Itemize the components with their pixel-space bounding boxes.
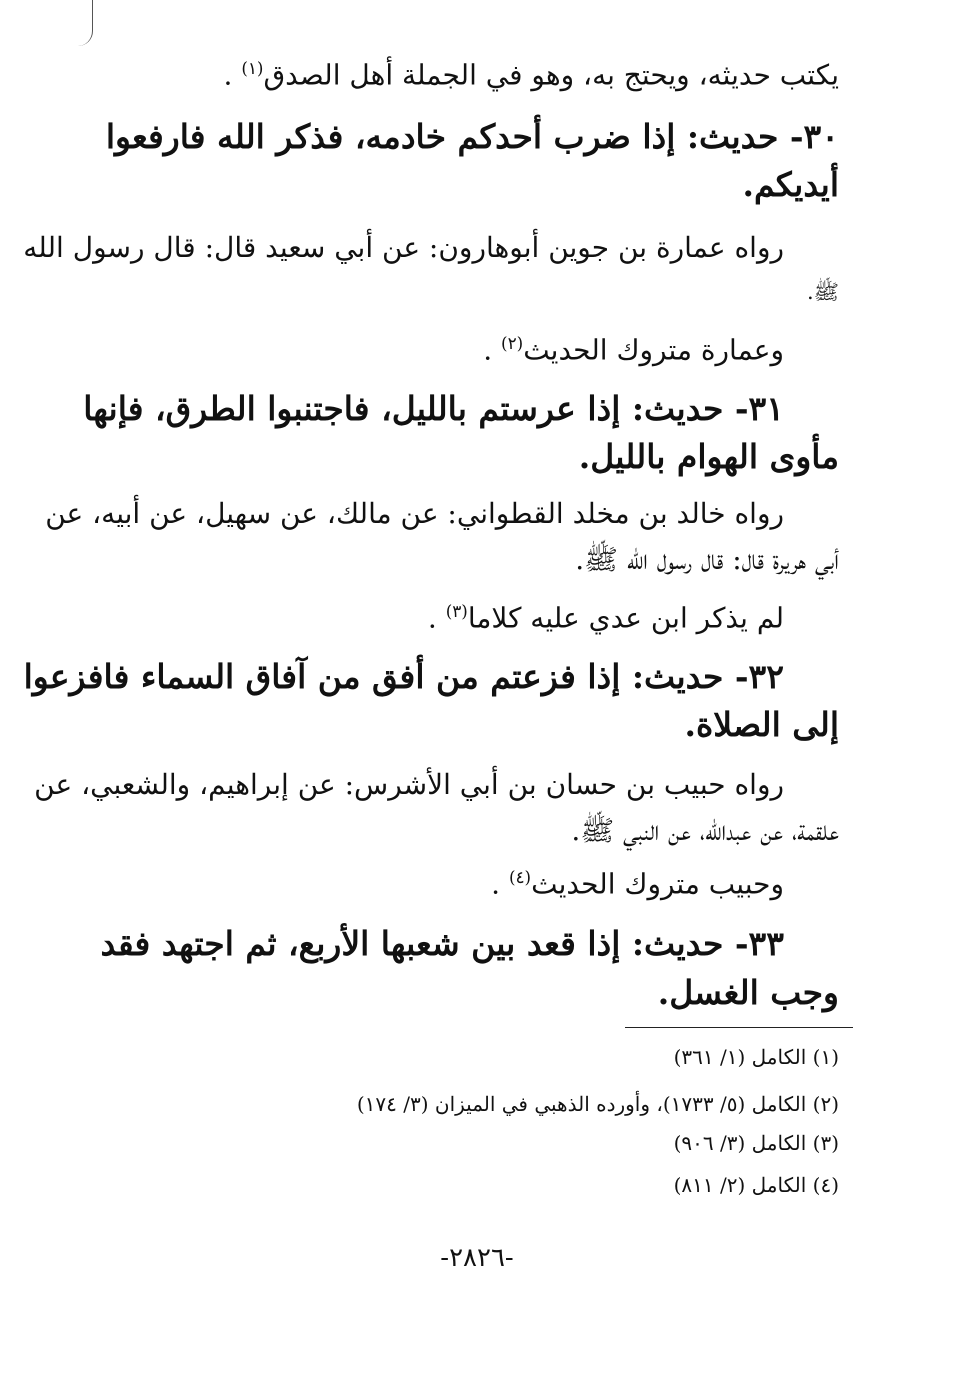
hadith-heading: ٣٢- حديث: إذا فزعتم من أفق من آفاق السماء فافزعوا	[23, 657, 784, 696]
hadith-heading: ٣٣- حديث: إذا قعد بين شعبها الأربع، ثم اجتهد فقد	[100, 924, 784, 963]
hadith-heading: وجب الغسل.	[657, 973, 839, 1012]
footnote-separator	[625, 1027, 853, 1028]
footnote-ref: (٤)	[508, 867, 532, 887]
footnote-ref: (١)	[241, 58, 264, 78]
text-line: ﷺ.	[806, 280, 839, 304]
text-line: وحبيب متروك الحديث$^{(٤)}$ .	[491, 867, 784, 901]
hadith-heading: ٣٠- حديث: إذا ضرب أحدكم خادمه، فذكر الله فارفعوا	[105, 117, 839, 156]
footnote: (٣) الكامل (٣/ ٩٠٦)	[673, 1131, 839, 1155]
footnote: (٤) الكامل (٢/ ٨١١)	[673, 1173, 839, 1197]
text-line: علقمة، عن عبدالله، عن النبي ﷺ.	[571, 814, 839, 847]
page-number: -٢٨٢٦-	[440, 1243, 514, 1273]
footnote-ref: (٢)	[501, 333, 524, 353]
hadith-heading: إلى الصلاة.	[684, 705, 839, 744]
text-line: رواه خالد بن مخلد القطواني: عن مالك، عن سهيل، عن أبيه، عن	[45, 497, 784, 530]
page-edge-mark	[78, 0, 93, 46]
text-line: لم يذكر ابن عدي عليه كلاما$^{(٣)}$ .	[427, 601, 784, 635]
text-line: أبي هريرة قال: قال رسول الله ﷺ.	[575, 543, 839, 576]
hadith-heading: أيديكم.	[742, 165, 839, 204]
text-line: يكتب حديثه، ويحتج به، وهو في الجملة أهل الصدق$^{(١)}$ .	[223, 58, 839, 92]
footnote: (١) الكامل (١/ ٣٦١)	[673, 1045, 839, 1069]
hadith-heading: ٣١- حديث: إذا عرستم بالليل، فاجتنبوا الطرق، فإنها	[83, 389, 784, 428]
hadith-heading: مأوى الهوام بالليل.	[578, 437, 839, 476]
text-line: رواه عمارة بن جوين أبوهارون: عن أبي سعيد قال: قال رسول الله	[23, 231, 784, 264]
footnote-ref: (٣)	[445, 601, 468, 621]
text-line: رواه حبيب بن حسان بن أبي الأشرس: عن إبراهيم، والشعبي، عن	[34, 768, 784, 801]
text-line: وعمارة متروك الحديث$^{(٢)}$ .	[483, 333, 784, 367]
footnote: (٢) الكامل (٥/ ١٧٣٣)، وأورده الذهبي في الميزان (٣/ ١٧٤)	[356, 1092, 839, 1116]
